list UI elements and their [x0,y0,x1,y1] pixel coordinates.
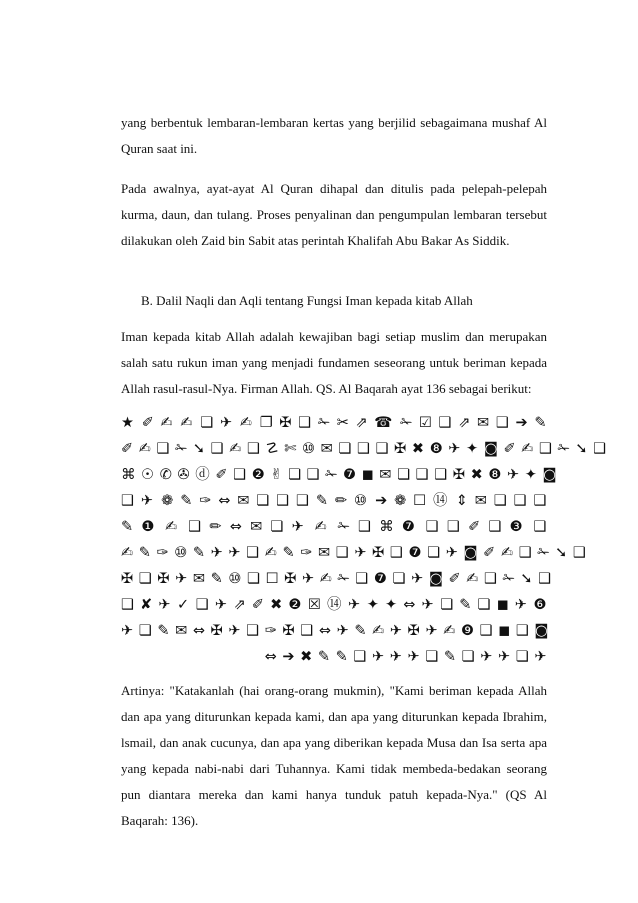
paragraph-iman: Iman kepada kitab Allah adalah kewajiban bagi setiap muslim dan merupakan salah satu rukun iman yang menjadi fundamen seseorang untuk beriman kepada Allah rasul-rasul-Nya. Firman Allah. QS. Al Baqarah ayat 136 sebagai berikut: [121,329,547,396]
arabic-verse-line: ✐ ✍ ❑ ✁ ➘ ❑ ✍ ❑ ☡ ✄ ⑩ ✉ ❏ ❑ ❑ ✠ ✖ ❽ ✈ ✦ ◙ ✐ ✍ ❑ ✁ ➘ ❑ [121,441,607,457]
arabic-verse-line: ✈ ❏ ✎ ✉ ⇔ ✠ ✈ ❑ ✑ ✠ ❑ ⇔ ✈ ✎ ✍ ✈ ✠ ✈ ✍ ❾ ❑ ◼ ❑ ◙ [121,623,549,639]
paragraph-intro: yang berbentuk lembaran-lembaran kertas yang berjilid sebagaimana mushaf Al Quran saat ini. [121,115,547,156]
arabic-verse-line: ❑ ✘ ✈ ✓ ❑ ✈ ⇗ ✐ ✖ ❷ ☒ ⑭ ✈ ✦ ✦ ⇔ ✈ ❏ ✎ ❏ ◼ ✈ ❻ [121,597,547,613]
arabic-verse-line: ✠ ❏ ✠ ✈ ✉ ✎ ⑩ ❏ ☐ ✠ ✈ ✍ ✁ ❑ ❼ ❏ ✈ ◙ ✐ ✍ ❑ ✁ ➘ ❑ [121,571,552,587]
arabic-verse-line: ⌘ ☉ ✆ ✇ ⓓ ✐ ❑ ❷ ✌ ❏ ❑ ✁ ❼ ◼ ✉ ❏ ❑ ❑ ✠ ✖ ❽ ✈ ✦ ◙ [121,467,558,483]
arabic-verse-line: ✍ ✎ ✑ ⑩ ✎ ✈ ✈ ❑ ✍ ✎ ✑ ✉ ❑ ✈ ✠ ❑ ❼ ❏ ✈ ◙ ✐ ✍ ❑ ✁ ➘ ❑ [121,545,587,561]
arabic-verse-block [121,410,607,670]
arabic-verse-line: ✎ ❶ ✍ ❑ ✏ ⇔ ✉ ❏ ✈ ✍ ✁ ❑ ⌘ ❼ ❑ ❑ ✐ ❑ ❸ ❑ [121,519,547,535]
paragraph-translation: Artinya: "Katakanlah (hai orang-orang mukmin), "Kami beriman kepada Allah dan apa yang diturunkan kepada kami, dan apa yang diturunkan kepada Ibrahim, lsmail, dan anak cucunya, dan apa yang diberikan kepada Musa dan Isa serta apa yang kepada nabi-nabi dari Tuhannya. Kami tidak membeda-bedakan seorang pun diantara mereka dan kami hanya tunduk patuh kepada-Nya." (QS Al Baqarah: 136). [121,683,547,828]
arabic-verse-line: ⇔ ➔ ✖ ✎ ✎ ❑ ✈ ✈ ✈ ❏ ✎ ❏ ✈ ✈ ❏ ✈ [264,649,547,665]
arabic-verse-line: ❑ ✈ ❁ ✎ ✑ ⇔ ✉ ❏ ❑ ❑ ✎ ✏ ⑩ ➔ ❁ ☐ ⑭ ⇕ ✉ ❏ ❑ ❑ [121,493,547,509]
section-heading: B. Dalil Naqli dan Aqli tentang Fungsi Iman kepada kitab Allah [141,293,473,308]
paragraph-history: Pada awalnya, ayat-ayat Al Quran dihapal dan ditulis pada pelepah-pelepah kurma, daun, dan tulang. Proses penyalinan dan pengumpulan lembaran tersebut dilakukan oleh Zaid bin Sabit atas perintah Khalifah Abu Bakar As Siddik. [121,181,547,248]
spacer [121,254,547,288]
spacer [121,162,547,176]
document-page [121,110,607,834]
arabic-verse-line: ★ ✐ ✍ ✍ ❏ ✈ ✍ ❐ ✠ ❑ ✁ ✂ ⇗ ☎ ✁ ☑ ❑ ⇗ ✉ ❑ ➔ ✎ [121,415,547,431]
